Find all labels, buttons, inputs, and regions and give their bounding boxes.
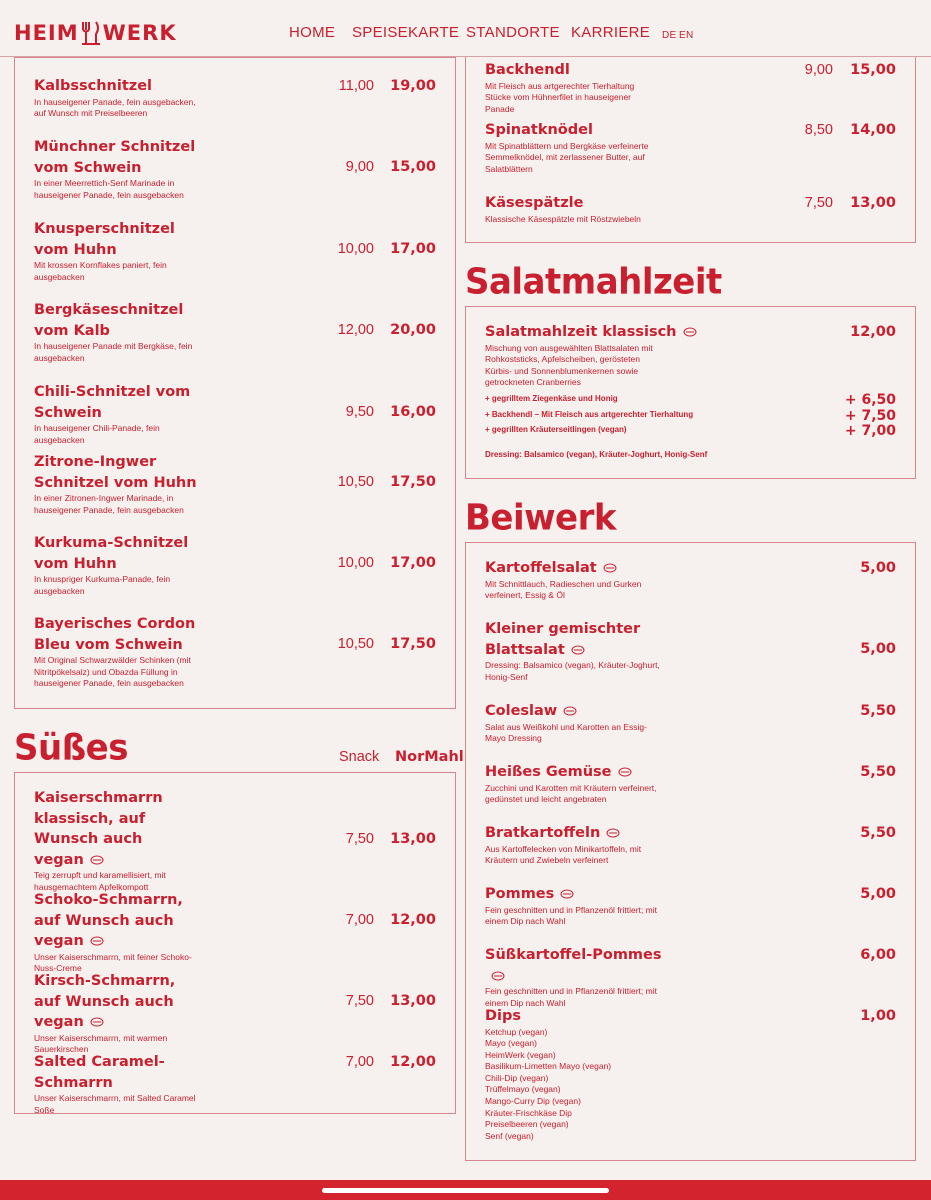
vegan-leaf-icon	[491, 971, 505, 981]
item-desc: Fein geschnitten und in Pflanzenöl frittiert; mit einem Dip nach Wahl	[485, 904, 657, 927]
item-desc: Klassische Käsespätzle mit Röstzwiebeln	[485, 213, 641, 224]
item-desc: In hauseigener Panade, fein ausgebacken, auf Wunsch mit Preiselbeeren	[34, 96, 196, 119]
col-snack-label: Snack	[339, 749, 380, 765]
menu-item[interactable]	[34, 788, 194, 893]
menu-item[interactable]	[34, 219, 214, 283]
item-name: Kleiner gemischter Blattsalat	[485, 621, 641, 658]
side-price: 5,50	[860, 764, 896, 780]
main-price: 17,00	[390, 555, 436, 571]
menu-item[interactable]	[34, 533, 214, 597]
item-name: Kirsch-Schmarrn, auf Wunsch auch vegan	[34, 973, 176, 1030]
item-desc: Mit Original Schwarzwälder Schinken (mit Nitritpökelsalz) und Obazda Füllung in hauseigener Panade, fein ausgebacken	[34, 655, 191, 689]
menu-item[interactable]	[34, 300, 214, 364]
addon-label: + gegrilltem Ziegenkäse und Honig	[485, 394, 618, 403]
item-name: Zitrone-Ingwer Schnitzel vom Huhn	[34, 454, 197, 491]
main-price: 13,00	[850, 195, 896, 211]
vegan-leaf-icon	[606, 828, 620, 838]
snack-price: 7,50	[804, 195, 833, 211]
addon-label: + gegrillten Kräuterseitlingen (vegan)	[485, 425, 627, 434]
main-price: 17,50	[390, 474, 436, 490]
snack-price: 7,50	[345, 993, 374, 1009]
beiwerk-heading: Beiwerk	[465, 497, 616, 539]
nav-home[interactable]: HOME	[289, 24, 336, 41]
main-price: 15,00	[850, 62, 896, 78]
item-name: Kaiserschmarrn klassisch, auf Wunsch auch vegan	[34, 790, 163, 868]
logo-text-part1: HEIM	[14, 21, 79, 45]
side-item[interactable]	[485, 701, 665, 745]
snack-price: 8,50	[804, 122, 833, 138]
item-desc: Aus Kartoffelecken von Minikartoffeln, mit Kräutern und Zwiebeln verfeinert	[485, 843, 642, 866]
suesses-heading: Süßes	[14, 727, 128, 769]
snack-price: 11,00	[338, 78, 374, 94]
vegan-leaf-icon	[618, 767, 632, 777]
item-name: Coleslaw	[485, 703, 558, 719]
snack-price: 9,00	[804, 62, 833, 78]
menu-item[interactable]	[34, 137, 214, 201]
salat-dressing: Dressing: Balsamico (vegan), Kräuter-Joghurt, Honig-Senf	[485, 450, 708, 459]
item-name: Käsespätzle	[485, 195, 584, 211]
side-price: 1,00	[860, 1008, 896, 1024]
main-price: 16,00	[390, 404, 436, 420]
menu-item[interactable]	[34, 890, 194, 975]
home-indicator[interactable]	[322, 1188, 609, 1193]
item-desc: Salat aus Weißkohl und Karotten an Essig-Mayo Dressing	[485, 721, 647, 744]
side-item[interactable]	[485, 1006, 665, 1142]
item-desc: In hauseigener Chili-Panade, fein ausgebacken	[34, 423, 160, 445]
main-price: 14,00	[850, 122, 896, 138]
main-price: 13,00	[390, 993, 436, 1009]
logo[interactable]	[14, 20, 177, 46]
vegan-leaf-icon	[560, 889, 574, 899]
item-name: Salted Caramel-Schmarrn	[34, 1054, 165, 1091]
side-price: 5,00	[860, 886, 896, 902]
item-name: Bayerisches Cordon Bleu vom Schwein	[34, 616, 196, 653]
item-name: Kartoffelsalat	[485, 560, 597, 576]
menu-item[interactable]	[34, 1052, 194, 1116]
snack-price: 10,00	[337, 555, 374, 571]
fork-knife-logo-icon	[79, 20, 103, 46]
main-price: 17,00	[390, 241, 436, 257]
item-desc: Teig zerrupft und karamellisiert, mit hausgemachtem Apfelkompott	[34, 870, 166, 892]
nav-standorte[interactable]: STANDORTE	[466, 24, 560, 41]
nav-karriere[interactable]: KARRIERE	[571, 24, 651, 41]
item-desc: Mit Fleisch aus artgerechter Tierhaltung Stücke vom Hühnerfilet in hauseigener Panade	[485, 80, 635, 114]
item-desc: In knuspriger Kurkuma-Panade, fein ausgebacken	[34, 574, 171, 596]
side-price: 5,00	[860, 560, 896, 576]
item-desc: Mit Spinatblättern und Bergkäse verfeinerte Semmelknödel, mit zerlassener Butter, auf Salatblättern	[485, 140, 649, 174]
menu-item[interactable]	[485, 60, 655, 115]
item-name: Chili-Schnitzel vom Schwein	[34, 384, 191, 421]
menu-item[interactable]	[34, 452, 214, 516]
item-name: Münchner Schnitzel vom Schwein	[34, 139, 196, 176]
side-item[interactable]	[485, 762, 665, 806]
main-price: 12,00	[390, 912, 436, 928]
snack-price: 12,00	[337, 322, 374, 338]
item-desc: Unser Kaiserschmarrn, mit feiner Schoko-Nuss-Creme	[34, 951, 192, 974]
addon-price: + 6,50	[844, 392, 896, 408]
item-desc: Ketchup (vegan) Mayo (vegan) HeimWerk (vegan) Basilikum-Limetten Mayo (vegan) Chili-Dip (vegan) Trüffelmayo (vegan) Mango-Curry Dip (vegan) Kräuter-Frischkäse Dip Preiselbeeren (vegan) Senf (vegan)	[485, 1026, 612, 1141]
vegan-leaf-icon	[90, 1017, 104, 1027]
addon-price: + 7,00	[844, 423, 896, 439]
logo-text-part2: WERK	[102, 21, 177, 45]
item-name: Backhendl	[485, 62, 570, 78]
menu-item[interactable]	[34, 971, 194, 1056]
snack-price: 10,50	[337, 636, 374, 652]
item-name: Pommes	[485, 886, 555, 902]
side-item[interactable]	[485, 945, 665, 1009]
salat-item[interactable]	[485, 322, 785, 389]
item-name: Knusperschnitzel vom Huhn	[34, 221, 175, 258]
item-name: Süßkartoffel-Pommes	[485, 947, 662, 963]
nav-speisekarte[interactable]: SPEISEKARTE	[352, 24, 460, 41]
salat-price: 12,00	[850, 324, 896, 340]
item-name: Bratkartoffeln	[485, 825, 601, 841]
menu-item[interactable]	[485, 193, 655, 225]
item-desc: In einer Zitronen-Ingwer Marinade, in hauseigener Panade, fein ausgebacken	[34, 493, 184, 515]
snack-price: 10,50	[337, 474, 374, 490]
lang-en[interactable]: EN	[679, 30, 694, 41]
vegan-leaf-icon	[90, 936, 104, 946]
side-item[interactable]	[485, 884, 665, 928]
main-price: 17,50	[390, 636, 436, 652]
salat-desc: Mischung von ausgewählten Blattsalaten mit Rohkoststicks, Apfelscheiben, gerösteten Kürbis- und Sonnenblumenkernen sowie getrockneten Cranberries	[485, 342, 653, 388]
snack-price: 7,50	[345, 831, 374, 847]
side-item[interactable]	[485, 558, 665, 602]
item-desc: Unser Kaiserschmarrn, mit Salted Caramel Soße	[34, 1093, 196, 1115]
item-name: Kurkuma-Schnitzel vom Huhn	[34, 535, 189, 572]
main-price: 12,00	[390, 1054, 436, 1070]
item-name: Dips	[485, 1008, 522, 1024]
item-desc: Mit krossen Kornflakes paniert, fein ausgebacken	[34, 260, 167, 282]
salat-name: Salatmahlzeit klassisch	[485, 324, 677, 340]
menu-item[interactable]	[34, 76, 214, 120]
item-desc: Fein geschnitten und in Pflanzenöl frittiert; mit einem Dip nach Wahl	[485, 986, 657, 1008]
item-name: Heißes Gemüse	[485, 764, 612, 780]
main-price: 15,00	[390, 159, 436, 175]
menu-item[interactable]	[34, 614, 214, 690]
side-price: 5,50	[860, 703, 896, 719]
vegan-leaf-icon	[683, 327, 697, 337]
main-price: 13,00	[390, 831, 436, 847]
item-name: Schoko-Schmarrn, auf Wunsch auch vegan	[34, 892, 183, 949]
menu-item[interactable]	[34, 382, 214, 446]
snack-price: 7,00	[345, 1054, 374, 1070]
vegan-leaf-icon	[571, 645, 585, 655]
item-name: Bergkäseschnitzel vom Kalb	[34, 302, 184, 339]
lang-de[interactable]: DE	[662, 30, 677, 41]
col-main-label: NorMahl	[395, 749, 464, 765]
side-price: 5,50	[860, 825, 896, 841]
addon-price: + 7,50	[844, 408, 896, 424]
item-desc: Mit Schnittlauch, Radieschen und Gurken verfeinert, Essig & Öl	[485, 578, 642, 601]
item-desc: Zucchini und Karotten mit Kräutern verfeinert, gedünstet und leicht angebraten	[485, 782, 657, 805]
addon-label: + Backhendl – Mit Fleisch aus artgerechter Tierhaltung	[485, 410, 694, 419]
vegan-leaf-icon	[90, 855, 104, 865]
side-item[interactable]	[485, 823, 665, 867]
side-item[interactable]	[485, 619, 665, 683]
item-desc: Unser Kaiserschmarrn, mit warmen Sauerkirschen	[34, 1032, 168, 1055]
snack-price: 9,50	[345, 404, 374, 420]
item-desc: In einer Meerrettich-Senf Marinade in hauseigener Panade, fein ausgebacken	[34, 178, 184, 200]
side-price: 6,00	[860, 947, 896, 963]
vegan-leaf-icon	[603, 563, 617, 573]
item-desc: In hauseigener Panade mit Bergkäse, fein ausgebacken	[34, 341, 193, 363]
vegan-leaf-icon	[563, 706, 577, 716]
item-name: Kalbsschnitzel	[34, 78, 153, 94]
main-price: 20,00	[390, 322, 436, 338]
snack-price: 10,00	[337, 241, 374, 257]
salat-heading: Salatmahlzeit	[465, 261, 722, 303]
menu-item[interactable]	[485, 120, 655, 175]
main-price: 19,00	[390, 78, 436, 94]
item-desc: Dressing: Balsamico (vegan), Kräuter-Joghurt, Honig-Senf	[485, 660, 660, 682]
item-name: Spinatknödel	[485, 122, 593, 138]
snack-price: 7,00	[345, 912, 374, 928]
snack-price: 9,00	[345, 159, 374, 175]
side-price: 5,00	[860, 641, 896, 657]
